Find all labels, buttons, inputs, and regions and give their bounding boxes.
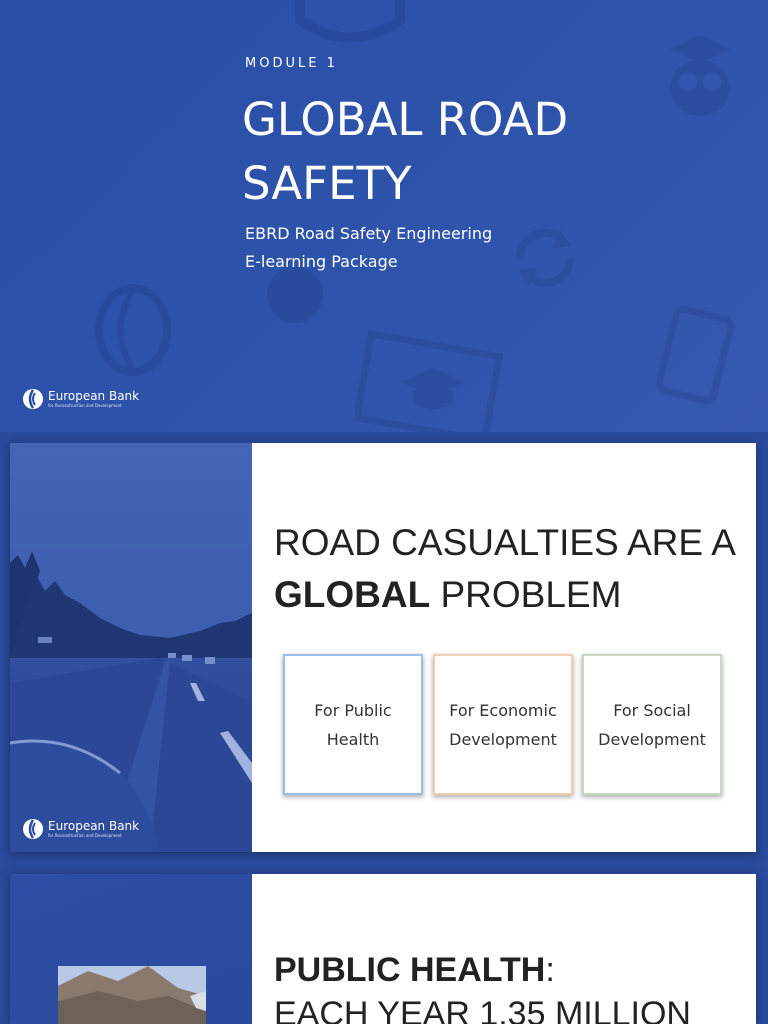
card-label: For Social Development	[598, 700, 706, 749]
owl-icon	[660, 30, 740, 120]
globe-icon	[88, 280, 178, 380]
highway-photo-image	[10, 443, 252, 852]
slide3-side-panel	[10, 874, 252, 1024]
ebrd-logo-icon	[22, 818, 44, 840]
logo-name: European Bank	[48, 818, 140, 833]
graduation-cap-icon	[355, 330, 505, 432]
slide2-title-bold: GLOBAL	[274, 574, 431, 615]
logo-tagline: for Reconstruction and Development	[48, 402, 122, 408]
logo-tagline: for Reconstruction and Development	[48, 832, 122, 838]
slide3-title-line-2: EACH YEAR 1.35 MILLION	[274, 995, 691, 1024]
module-label: MODULE 1	[245, 56, 338, 71]
logo-text	[48, 820, 139, 839]
card-social-development	[582, 654, 722, 795]
subtitle-line-2: E-learning Package	[245, 252, 398, 271]
slide2-title-line-1: ROAD CASUALTIES ARE A	[274, 522, 736, 563]
subtitle	[245, 220, 545, 276]
logo-name: European Bank	[48, 388, 140, 403]
slide-public-health	[10, 874, 756, 1024]
ebrd-logo-photo	[22, 818, 139, 840]
slide3-title	[274, 948, 744, 1024]
mountain-road-photo	[58, 966, 206, 1024]
slide2-title	[274, 517, 744, 621]
lightbulb-icon	[280, 0, 420, 50]
card-public-health	[283, 654, 423, 795]
title-line-2: SAFETY	[242, 157, 412, 210]
slide-global-problem	[10, 443, 756, 852]
subtitle-line-1: EBRD Road Safety Engineering	[245, 224, 493, 243]
mountain-road-photo-image	[58, 966, 206, 1024]
title-line-1: GLOBAL ROAD	[242, 93, 569, 146]
slide3-title-bold: PUBLIC HEALTH	[274, 951, 546, 989]
ebrd-logo	[22, 388, 139, 410]
ebrd-logo-icon	[22, 388, 44, 410]
page-title	[242, 88, 642, 216]
title-slide	[0, 0, 768, 432]
slide2-title-rest: PROBLEM	[430, 574, 622, 615]
highway-photo	[10, 443, 252, 852]
card-economic-development	[433, 654, 573, 795]
card-label: For Economic Development	[449, 700, 557, 749]
phone-icon	[655, 305, 735, 405]
card-label: For Public Health	[314, 700, 392, 749]
logo-text	[48, 390, 139, 409]
slide3-title-colon: :	[545, 951, 555, 989]
